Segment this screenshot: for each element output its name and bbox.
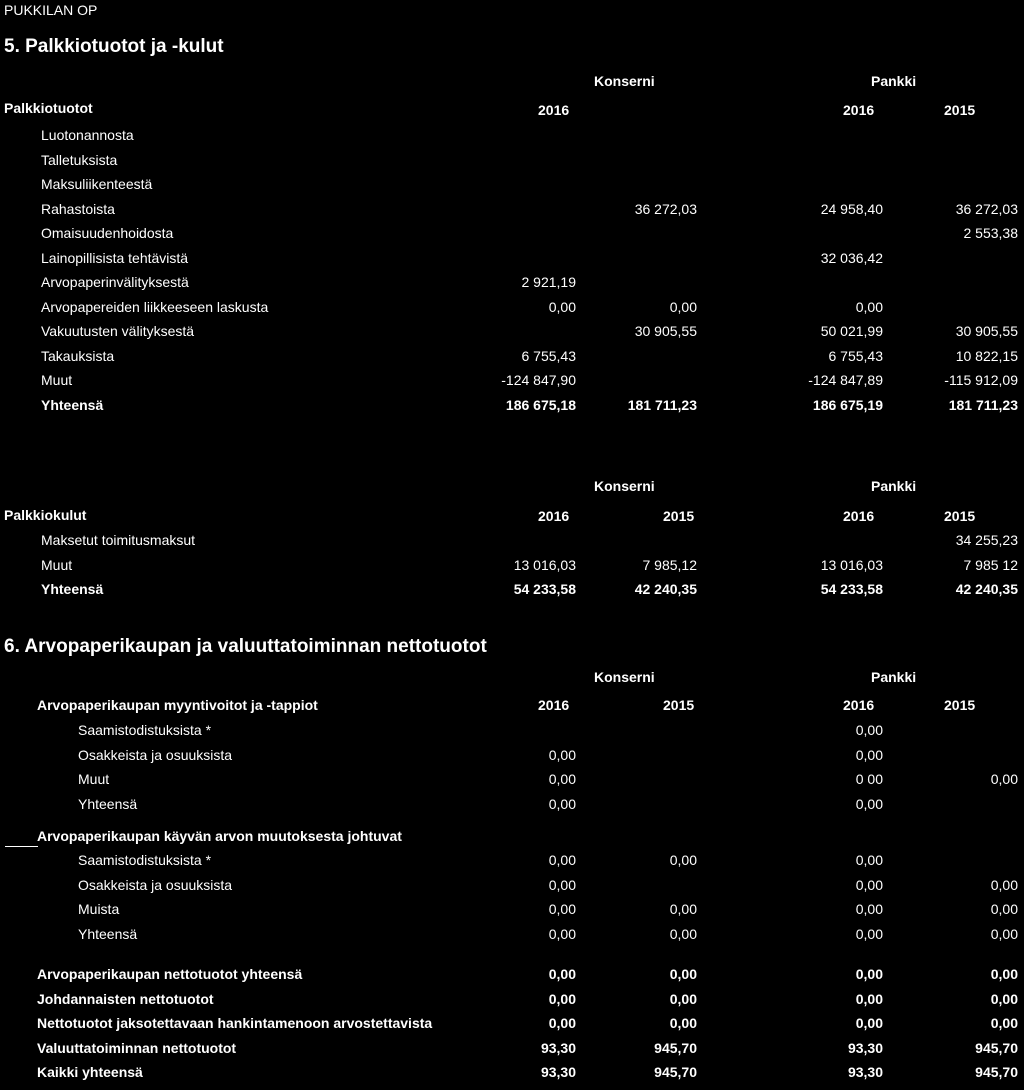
cell-value: 50 021,99: [820, 323, 883, 339]
cell-value: -124 847,89: [808, 372, 883, 388]
table-row: [0, 581, 1024, 603]
table-row: [0, 397, 1024, 419]
cell-value: 0,00: [855, 876, 883, 893]
table-row: [0, 225, 1024, 247]
cell-value: 0,00: [548, 990, 576, 1007]
table-row: [0, 250, 1024, 272]
table-row: [0, 532, 1024, 554]
row-label: Vakuutusten välityksestä: [41, 323, 195, 339]
table-row: [0, 877, 1024, 899]
table-row: [0, 771, 1024, 793]
year-header: 2015: [944, 102, 976, 118]
row-label: Maksetut toimitusmaksut: [41, 532, 196, 548]
table-row: [0, 348, 1024, 370]
year-header: 2016: [843, 697, 875, 713]
row-label: Yhteensä: [78, 795, 138, 812]
cell-value: 0,00: [855, 722, 883, 738]
row-label: Yhteensä: [41, 396, 104, 413]
cell-value: -124 847,90: [501, 372, 576, 388]
cell-value: 0,00: [990, 901, 1018, 917]
cell-value: 7 985 12: [963, 556, 1018, 573]
cell-value: 0 00: [855, 771, 883, 787]
row-label: Omaisuudenhoidosta: [41, 225, 174, 241]
group-header-konserni: Konserni: [594, 73, 655, 89]
cell-value: 186 675,19: [812, 396, 883, 413]
row-label: Arvopaperinvälityksestä: [41, 274, 189, 290]
cell-value: 0,00: [548, 298, 576, 315]
row-label: Yhteensä: [78, 925, 138, 942]
cell-value: 945,70: [975, 1039, 1018, 1056]
cell-value: 2 553,38: [963, 225, 1018, 241]
cell-value: 93,30: [847, 1064, 883, 1080]
cell-value: 0,00: [855, 298, 883, 315]
cell-value: 32 036,42: [820, 249, 883, 266]
row-label: Saamistodistuksista *: [78, 852, 212, 868]
group-header-konserni: Konserni: [594, 478, 655, 494]
underline-rule: [5, 846, 38, 847]
cell-value: 42 240,35: [955, 581, 1018, 597]
cell-value: 6 755,43: [828, 347, 883, 364]
table-row: [0, 966, 1024, 988]
table-row: [0, 274, 1024, 296]
cell-value: 0,00: [990, 966, 1018, 982]
cell-value: 0,00: [855, 901, 883, 917]
cell-value: 0,00: [990, 925, 1018, 942]
cell-value: 0,00: [669, 852, 697, 868]
group-header-pankki: Pankki: [871, 73, 917, 89]
expense-group-label: Palkkiokulut: [4, 507, 87, 523]
cell-value: 34 255,23: [955, 532, 1018, 548]
cell-value: 36 272,03: [634, 200, 697, 217]
row-label: Yhteensä: [41, 581, 104, 597]
cell-value: 30 905,55: [955, 323, 1018, 339]
table-row: [0, 1015, 1024, 1037]
table-row: [0, 852, 1024, 874]
cell-value: 0,00: [669, 1015, 697, 1031]
cell-value: 54 233,58: [513, 581, 576, 597]
row-label: Arvopaperikaupan nettotuotot yhteensä: [37, 966, 303, 982]
cell-value: 6 755,43: [521, 347, 576, 364]
cell-value: 36 272,03: [955, 200, 1018, 217]
row-label: Takauksista: [41, 347, 115, 364]
cell-value: -115 912,09: [944, 372, 1018, 388]
cell-value: 945,70: [975, 1064, 1018, 1080]
row-label: Osakkeista ja osuuksista: [78, 876, 233, 893]
fair-value-group-label: Arvopaperikaupan käyvän arvon muutoksesta johtuvat: [37, 828, 402, 844]
cell-value: 93,30: [540, 1039, 576, 1056]
table-row: [0, 372, 1024, 394]
year-header: 2016: [538, 508, 570, 524]
cell-value: 0,00: [669, 901, 697, 917]
row-label: Maksuliikenteestä: [41, 176, 153, 192]
table-row: [0, 176, 1024, 198]
cell-value: 0,00: [990, 876, 1018, 893]
row-label: Johdannaisten nettotuotot: [37, 990, 214, 1007]
cell-value: 0,00: [855, 1015, 883, 1031]
cell-value: 0,00: [669, 925, 697, 942]
row-label: Muut: [41, 372, 73, 388]
cell-value: 30 905,55: [634, 323, 697, 339]
table-row: [0, 926, 1024, 948]
table-row: [0, 152, 1024, 174]
table-row: [0, 747, 1024, 769]
cell-value: 0,00: [548, 925, 576, 942]
table-row: [0, 557, 1024, 579]
group-header-pankki: Pankki: [871, 669, 917, 685]
cell-value: 0,00: [548, 852, 576, 868]
cell-value: 0,00: [990, 771, 1018, 787]
row-label: Valuuttatoiminnan nettotuotot: [37, 1039, 237, 1056]
cell-value: 93,30: [847, 1039, 883, 1056]
table-row: [0, 1064, 1024, 1086]
table-row: [0, 127, 1024, 149]
cell-value: 0,00: [855, 966, 883, 982]
cell-value: 0,00: [548, 1015, 576, 1031]
cell-value: 0,00: [855, 852, 883, 868]
table-row: [0, 299, 1024, 321]
table-row: [0, 991, 1024, 1013]
cell-value: 0,00: [990, 1015, 1018, 1031]
cell-value: 0,00: [548, 746, 576, 763]
row-label: Muut: [78, 771, 110, 787]
row-label: Osakkeista ja osuuksista: [78, 746, 233, 763]
row-label: Muista: [78, 901, 120, 917]
year-header: 2015: [944, 508, 976, 524]
cell-value: 54 233,58: [820, 581, 883, 597]
year-header: 2016: [843, 102, 875, 118]
cell-value: 0,00: [548, 771, 576, 787]
row-label: Saamistodistuksista *: [78, 722, 212, 738]
cell-value: 13 016,03: [820, 556, 883, 573]
row-label: Talletuksista: [41, 151, 118, 168]
year-header: 2015: [663, 508, 695, 524]
table-row: [0, 722, 1024, 744]
year-header: 2016: [538, 697, 570, 713]
cell-value: 24 958,40: [820, 200, 883, 217]
organization-name: PUKKILAN OP: [4, 2, 98, 18]
table-row: [0, 201, 1024, 223]
cell-value: 13 016,03: [513, 556, 576, 573]
year-header: 2016: [843, 508, 875, 524]
cell-value: 93,30: [540, 1064, 576, 1080]
cell-value: 0,00: [548, 795, 576, 812]
group-header-konserni: Konserni: [594, 669, 655, 685]
row-label: Muut: [41, 556, 73, 573]
row-label: Lainopillisista tehtävistä: [41, 249, 189, 266]
row-label: Luotonannosta: [41, 127, 134, 143]
group-header-pankki: Pankki: [871, 478, 917, 494]
year-header: 2015: [663, 697, 695, 713]
cell-value: 42 240,35: [634, 581, 697, 597]
table-row: [0, 796, 1024, 818]
cell-value: 0,00: [669, 966, 697, 982]
section-5-title: 5. Palkkiotuotot ja -kulut: [4, 36, 224, 57]
cell-value: 945,70: [654, 1039, 697, 1056]
cell-value: 181 711,23: [627, 396, 697, 413]
table-row: [0, 323, 1024, 345]
cell-value: 0,00: [855, 925, 883, 942]
row-label: Kaikki yhteensä: [37, 1064, 143, 1080]
year-header: 2016: [538, 102, 570, 118]
cell-value: 945,70: [654, 1064, 697, 1080]
cell-value: 0,00: [669, 298, 697, 315]
cell-value: 181 711,23: [948, 396, 1018, 413]
income-group-label: Palkkiotuotot: [4, 100, 93, 116]
cell-value: 0,00: [548, 966, 576, 982]
section-6-title: 6. Arvopaperikaupan ja valuuttatoiminnan nettotuotot: [4, 636, 487, 657]
cell-value: 0,00: [855, 795, 883, 812]
cell-value: 0,00: [855, 746, 883, 763]
row-label: Nettotuotot jaksotettavaan hankintamenoon arvostettavista: [37, 1015, 433, 1031]
year-header: 2015: [944, 697, 976, 713]
cell-value: 0,00: [669, 990, 697, 1007]
cell-value: 0,00: [855, 990, 883, 1007]
table-row: [0, 901, 1024, 923]
cell-value: 0,00: [990, 990, 1018, 1007]
table-row: [0, 1040, 1024, 1062]
cell-value: 7 985,12: [642, 556, 697, 573]
row-label: Arvopapereiden liikkeeseen laskusta: [41, 298, 269, 315]
cell-value: 186 675,18: [505, 396, 576, 413]
cell-value: 10 822,15: [955, 347, 1018, 364]
row-label: Rahastoista: [41, 200, 115, 217]
cell-value: 0,00: [548, 876, 576, 893]
cell-value: 0,00: [548, 901, 576, 917]
securities-group-label: Arvopaperikaupan myyntivoitot ja -tappiot: [37, 697, 318, 713]
cell-value: 2 921,19: [521, 274, 576, 290]
